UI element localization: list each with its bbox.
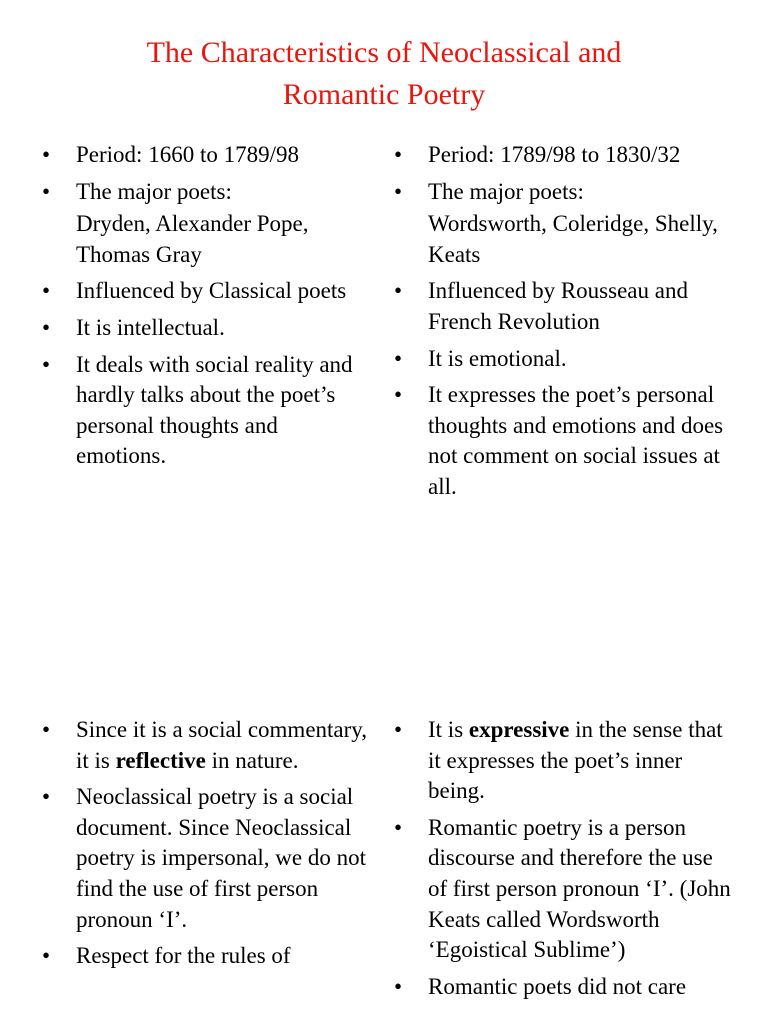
neoclassical-reflective-bold: reflective xyxy=(115,747,206,773)
page-title-line-1: The Characteristics of Neoclassical and xyxy=(146,36,622,69)
neoclassical-nature: • It is intellectual. xyxy=(42,313,372,344)
romantic-expressive-post: in the sense that it expresses the poet’s inner being. xyxy=(428,717,723,804)
romantic-period: • Period: 1789/98 to 1830/32 xyxy=(394,140,734,171)
neoclassical-reflective-post: in nature. xyxy=(205,747,299,773)
romantic-subject: • It expresses the poet’s personal thoughts and emotions and does not comment on social issues at all. xyxy=(394,380,734,502)
romantic-expressive-bold: expressive xyxy=(468,717,570,742)
neoclassical-poets-heading: • The major poets: xyxy=(42,177,372,208)
neoclassical-rules: • Respect for the rules of xyxy=(42,941,372,972)
neoclassical-list-section-1 xyxy=(42,140,372,478)
romantic-list-section-1 xyxy=(394,140,734,509)
neoclassical-influence: • Influenced by Classical poets xyxy=(42,276,372,307)
romantic-expressive xyxy=(394,715,734,807)
romantic-discourse: • Romantic poetry is a person discourse and therefore the use of first person pronoun ‘I’. (John Keats called Wordsworth ‘Egoistical Sublime’) xyxy=(394,813,734,966)
neoclassical-poets: Dryden, Alexander Pope, Thomas Gray xyxy=(76,211,309,267)
neoclassical-subject: • It deals with social reality and hardly talks about the poet’s personal thoughts and emotions. xyxy=(42,350,372,472)
romantic-expressive-pre: It is xyxy=(428,717,469,742)
neoclassical-list-section-2 xyxy=(42,715,372,978)
romantic-poets-heading: • The major poets: xyxy=(394,177,734,208)
romantic-nature: • It is emotional. xyxy=(394,344,734,375)
romantic-poets: Wordsworth, Coleridge, Shelly, Keats xyxy=(428,211,718,267)
neoclassical-impersonal: • Neoclassical poetry is a social document. Since Neoclassical poetry is impersonal, we do not find the use of first person pronoun ‘I’. xyxy=(42,782,372,935)
neoclassical-period: • Period: 1660 to 1789/98 xyxy=(42,140,372,171)
romantic-list-section-2 xyxy=(394,715,734,1008)
neoclassical-reflective xyxy=(42,715,372,776)
romantic-rules: • Romantic poets did not care xyxy=(394,972,734,1003)
romantic-influence: • Influenced by Rousseau and French Revolution xyxy=(394,276,734,337)
neoclassical-reflective-pre: Since it is a social commentary, it is xyxy=(76,717,368,773)
page-title-line-2: Romantic Poetry xyxy=(282,78,486,111)
page-title xyxy=(0,32,768,116)
